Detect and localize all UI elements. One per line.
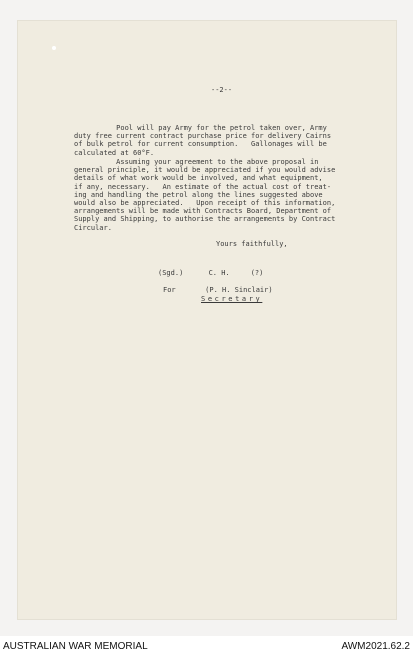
footer-institution: AUSTRALIAN WAR MEMORIAL: [3, 641, 148, 652]
footer-reference: AWM2021.62.2: [341, 641, 410, 652]
paragraph-1: Pool will pay Army for the petrol taken over, Army duty free current contract purchase price for delivery Cairns of bulk petrol for current consumption. Gallonages will be calculated at 60°F.: [74, 124, 332, 157]
punch-hole: [52, 46, 56, 50]
closing-salutation: Yours faithfully,: [216, 240, 288, 248]
signatory-title: Secretary: [201, 295, 263, 303]
for-line: For (P. H. Sinclair): [163, 286, 273, 294]
signature-line: (Sgd.) C. H. (?): [158, 269, 264, 277]
document-page: [17, 20, 397, 620]
paragraph-2: Assuming your agreement to the above proposal in general principle, it would be appreciated if you would advise details of what work would be involved, and what equipment, if any, necessary. An estimate of the actual cost of treat- ing and handling the petrol along the lines suggested above would also be appreciated. Upon receipt of this information, arrangements will be made with Contracts Board, Department of Supply and Shipping, to authorise the arrangements by Contract Circular.: [74, 158, 336, 232]
page-number: --2--: [211, 86, 233, 94]
